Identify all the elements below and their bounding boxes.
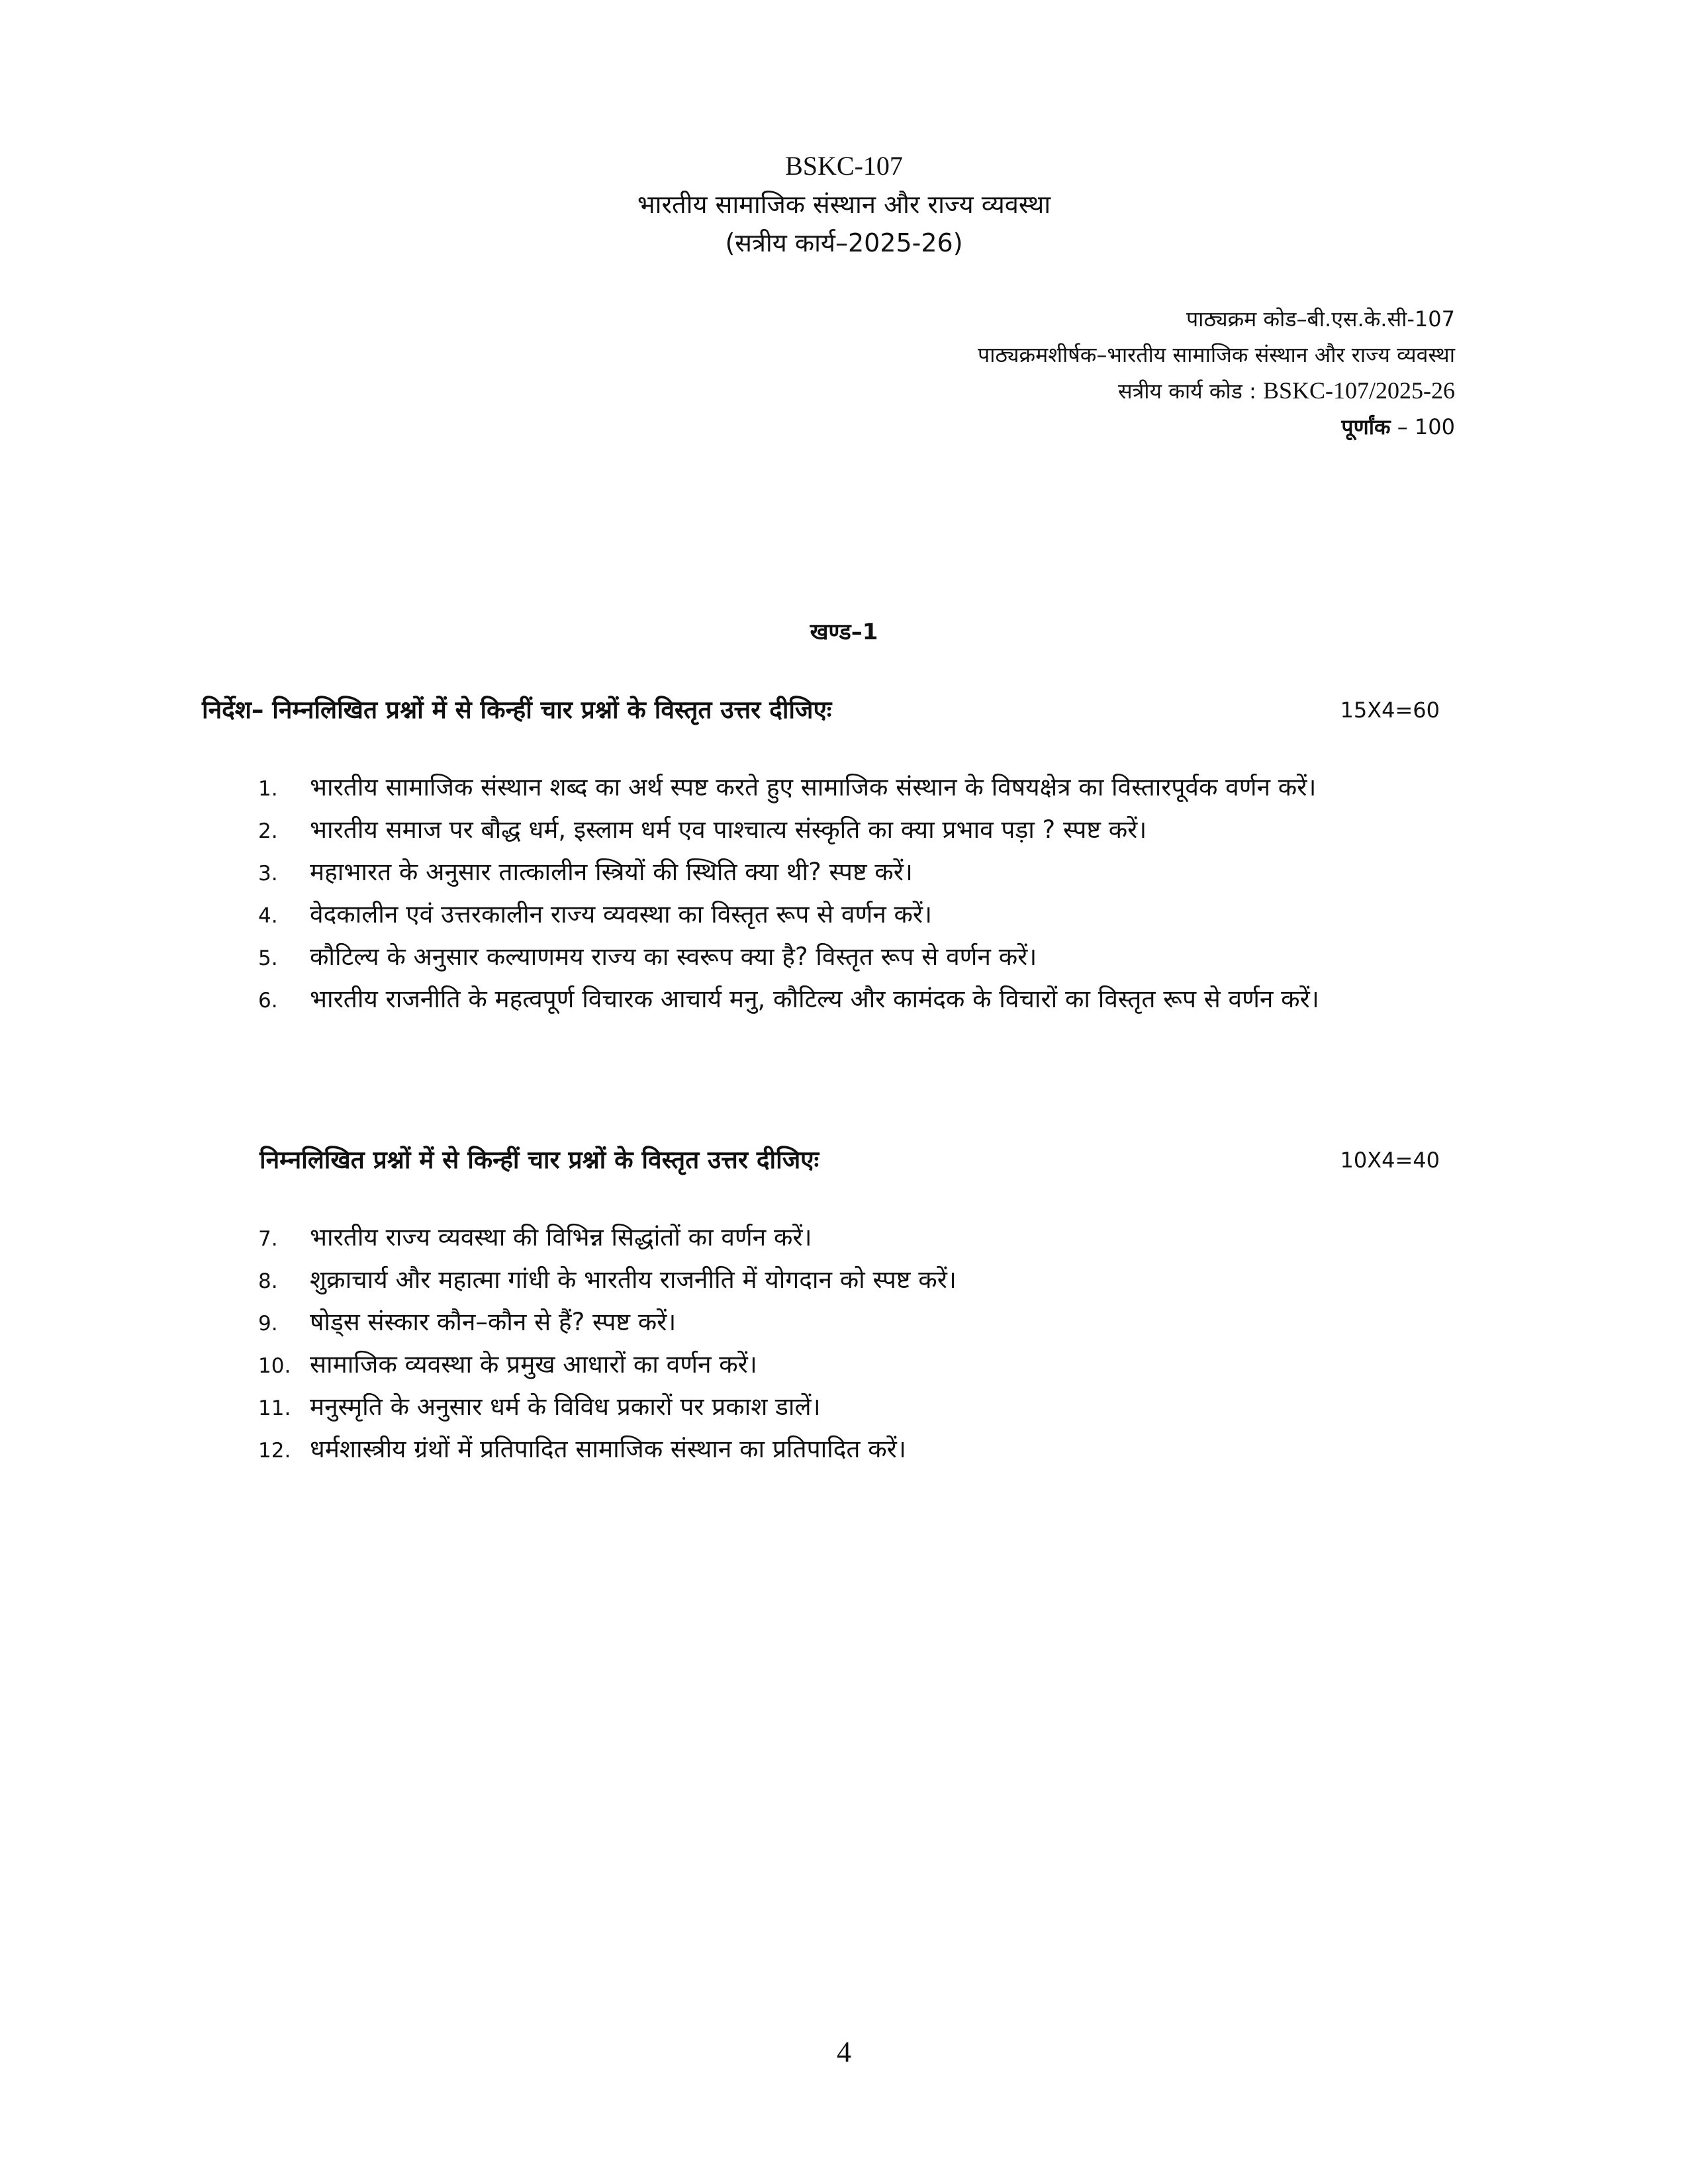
session-heading: (सत्रीय कार्य–2025-26) bbox=[725, 228, 963, 257]
question-number: 2. bbox=[258, 819, 278, 843]
question-text: भारतीय सामाजिक संस्थान शब्द का अर्थ स्पष्ट करते हुए सामाजिक संस्थान के विषयक्षेत्र का विस्तारपूर्वक वर्णन करें। bbox=[310, 773, 1317, 801]
part2-instruction-text: निम्नलिखित प्रश्नों में से किन्हीं चार प्रश्नों के विस्तृत उत्तर दीजिएः bbox=[259, 1146, 820, 1174]
part1-marks: 15X4=60 bbox=[1340, 698, 1440, 723]
header-block bbox=[0, 147, 1688, 262]
question-item bbox=[258, 1345, 1463, 1385]
question-number: 10. bbox=[258, 1354, 291, 1378]
question-text: कौटिल्य के अनुसार कल्याणमय राज्य का स्वरूप क्या है? विस्तृत रूप से वर्णन करें। bbox=[310, 942, 1037, 971]
course-title-line: पाठ्यक्रमशीर्षक–भारतीय सामाजिक संस्थान और राज्य व्यवस्था bbox=[977, 342, 1455, 367]
question-number: 8. bbox=[258, 1269, 278, 1293]
max-marks-line bbox=[978, 409, 1455, 445]
question-text: सामाजिक व्यवस्था के प्रमुख आधारों का वर्णन करें। bbox=[310, 1350, 757, 1379]
question-number: 5. bbox=[258, 946, 278, 970]
question-item bbox=[258, 1387, 1463, 1427]
question-item bbox=[258, 810, 1463, 850]
question-text: धर्मशास्त्रीय ग्रंथों में प्रतिपादित सामाजिक संस्थान का प्रतिपादित करें। bbox=[310, 1435, 906, 1463]
question-text: भारतीय राज्य व्यवस्था की विभिन्न सिद्धांतों का वर्णन करें। bbox=[310, 1223, 812, 1251]
assignment-code-value: BSKC-107/2025-26 bbox=[1262, 377, 1455, 404]
part2-instruction bbox=[259, 1142, 1440, 1179]
assignment-code-line bbox=[978, 373, 1455, 409]
question-text: मनुस्मृति के अनुसार धर्म के विविध प्रकारों पर प्रकाश डालें। bbox=[310, 1392, 821, 1421]
part1-question-list bbox=[258, 768, 1463, 1022]
question-text: भारतीय राजनीति के महत्वपूर्ण विचारक आचार्य मनु, कौटिल्य और कामंदक के विचारों का विस्तृत रूप से वर्णन करें। bbox=[310, 985, 1319, 1013]
question-item bbox=[258, 937, 1463, 977]
question-item bbox=[258, 979, 1463, 1019]
question-item bbox=[258, 895, 1463, 934]
question-text: शुक्राचार्य और महात्मा गांधी के भारतीय राजनीति में योगदान को स्पष्ट करें। bbox=[310, 1265, 957, 1294]
question-text: महाभारत के अनुसार तात्कालीन स्त्रियों की स्थिति क्या थी? स्पष्ट करें। bbox=[310, 858, 913, 886]
question-item bbox=[258, 1260, 1463, 1300]
question-text: षोड्स संस्कार कौन–कौन से हैं? स्पष्ट करें। bbox=[310, 1308, 677, 1336]
question-number: 11. bbox=[258, 1396, 291, 1420]
question-number: 12. bbox=[258, 1439, 291, 1463]
max-marks-value: – 100 bbox=[1397, 414, 1455, 439]
part2-question-list bbox=[258, 1218, 1463, 1472]
question-item bbox=[258, 852, 1463, 892]
question-number: 6. bbox=[258, 989, 278, 1013]
part1-instruction bbox=[202, 692, 1440, 729]
course-title-heading: भारतीय सामाजिक संस्थान और राज्य व्यवस्था bbox=[637, 190, 1051, 219]
question-number: 4. bbox=[258, 904, 278, 928]
question-text: वेदकालीन एवं उत्तरकालीन राज्य व्यवस्था का विस्तृत रूप से वर्णन करें। bbox=[310, 900, 933, 929]
question-number: 1. bbox=[258, 777, 278, 801]
course-meta-block bbox=[978, 301, 1455, 445]
question-item bbox=[258, 1218, 1463, 1257]
part2-marks: 10X4=40 bbox=[1340, 1148, 1440, 1173]
max-marks-label: पूर्णांक bbox=[1341, 414, 1391, 439]
question-item bbox=[258, 1430, 1463, 1469]
question-item bbox=[258, 1302, 1463, 1342]
question-number: 7. bbox=[258, 1227, 278, 1251]
page-number: 4 bbox=[837, 2036, 851, 2068]
section-heading: खण्ड–1 bbox=[810, 619, 878, 645]
question-number: 3. bbox=[258, 862, 278, 886]
course-code-line: पाठ्यक्रम कोड–बी.एस.के.सी-107 bbox=[1186, 306, 1455, 332]
question-text: भारतीय समाज पर बौद्ध धर्म, इस्लाम धर्म एव पाश्चात्य संस्कृति का क्या प्रभाव पड़ा ? स्पष्ट करें। bbox=[310, 815, 1147, 844]
part1-instruction-text: निर्देश– निम्नलिखित प्रश्नों में से किन्हीं चार प्रश्नों के विस्तृत उत्तर दीजिएः bbox=[202, 696, 832, 724]
course-code-heading: BSKC-107 bbox=[785, 151, 903, 181]
question-number: 9. bbox=[258, 1312, 278, 1336]
assignment-code-label: सत्रीय कार्य कोड : bbox=[1117, 379, 1256, 404]
question-item bbox=[258, 768, 1463, 807]
